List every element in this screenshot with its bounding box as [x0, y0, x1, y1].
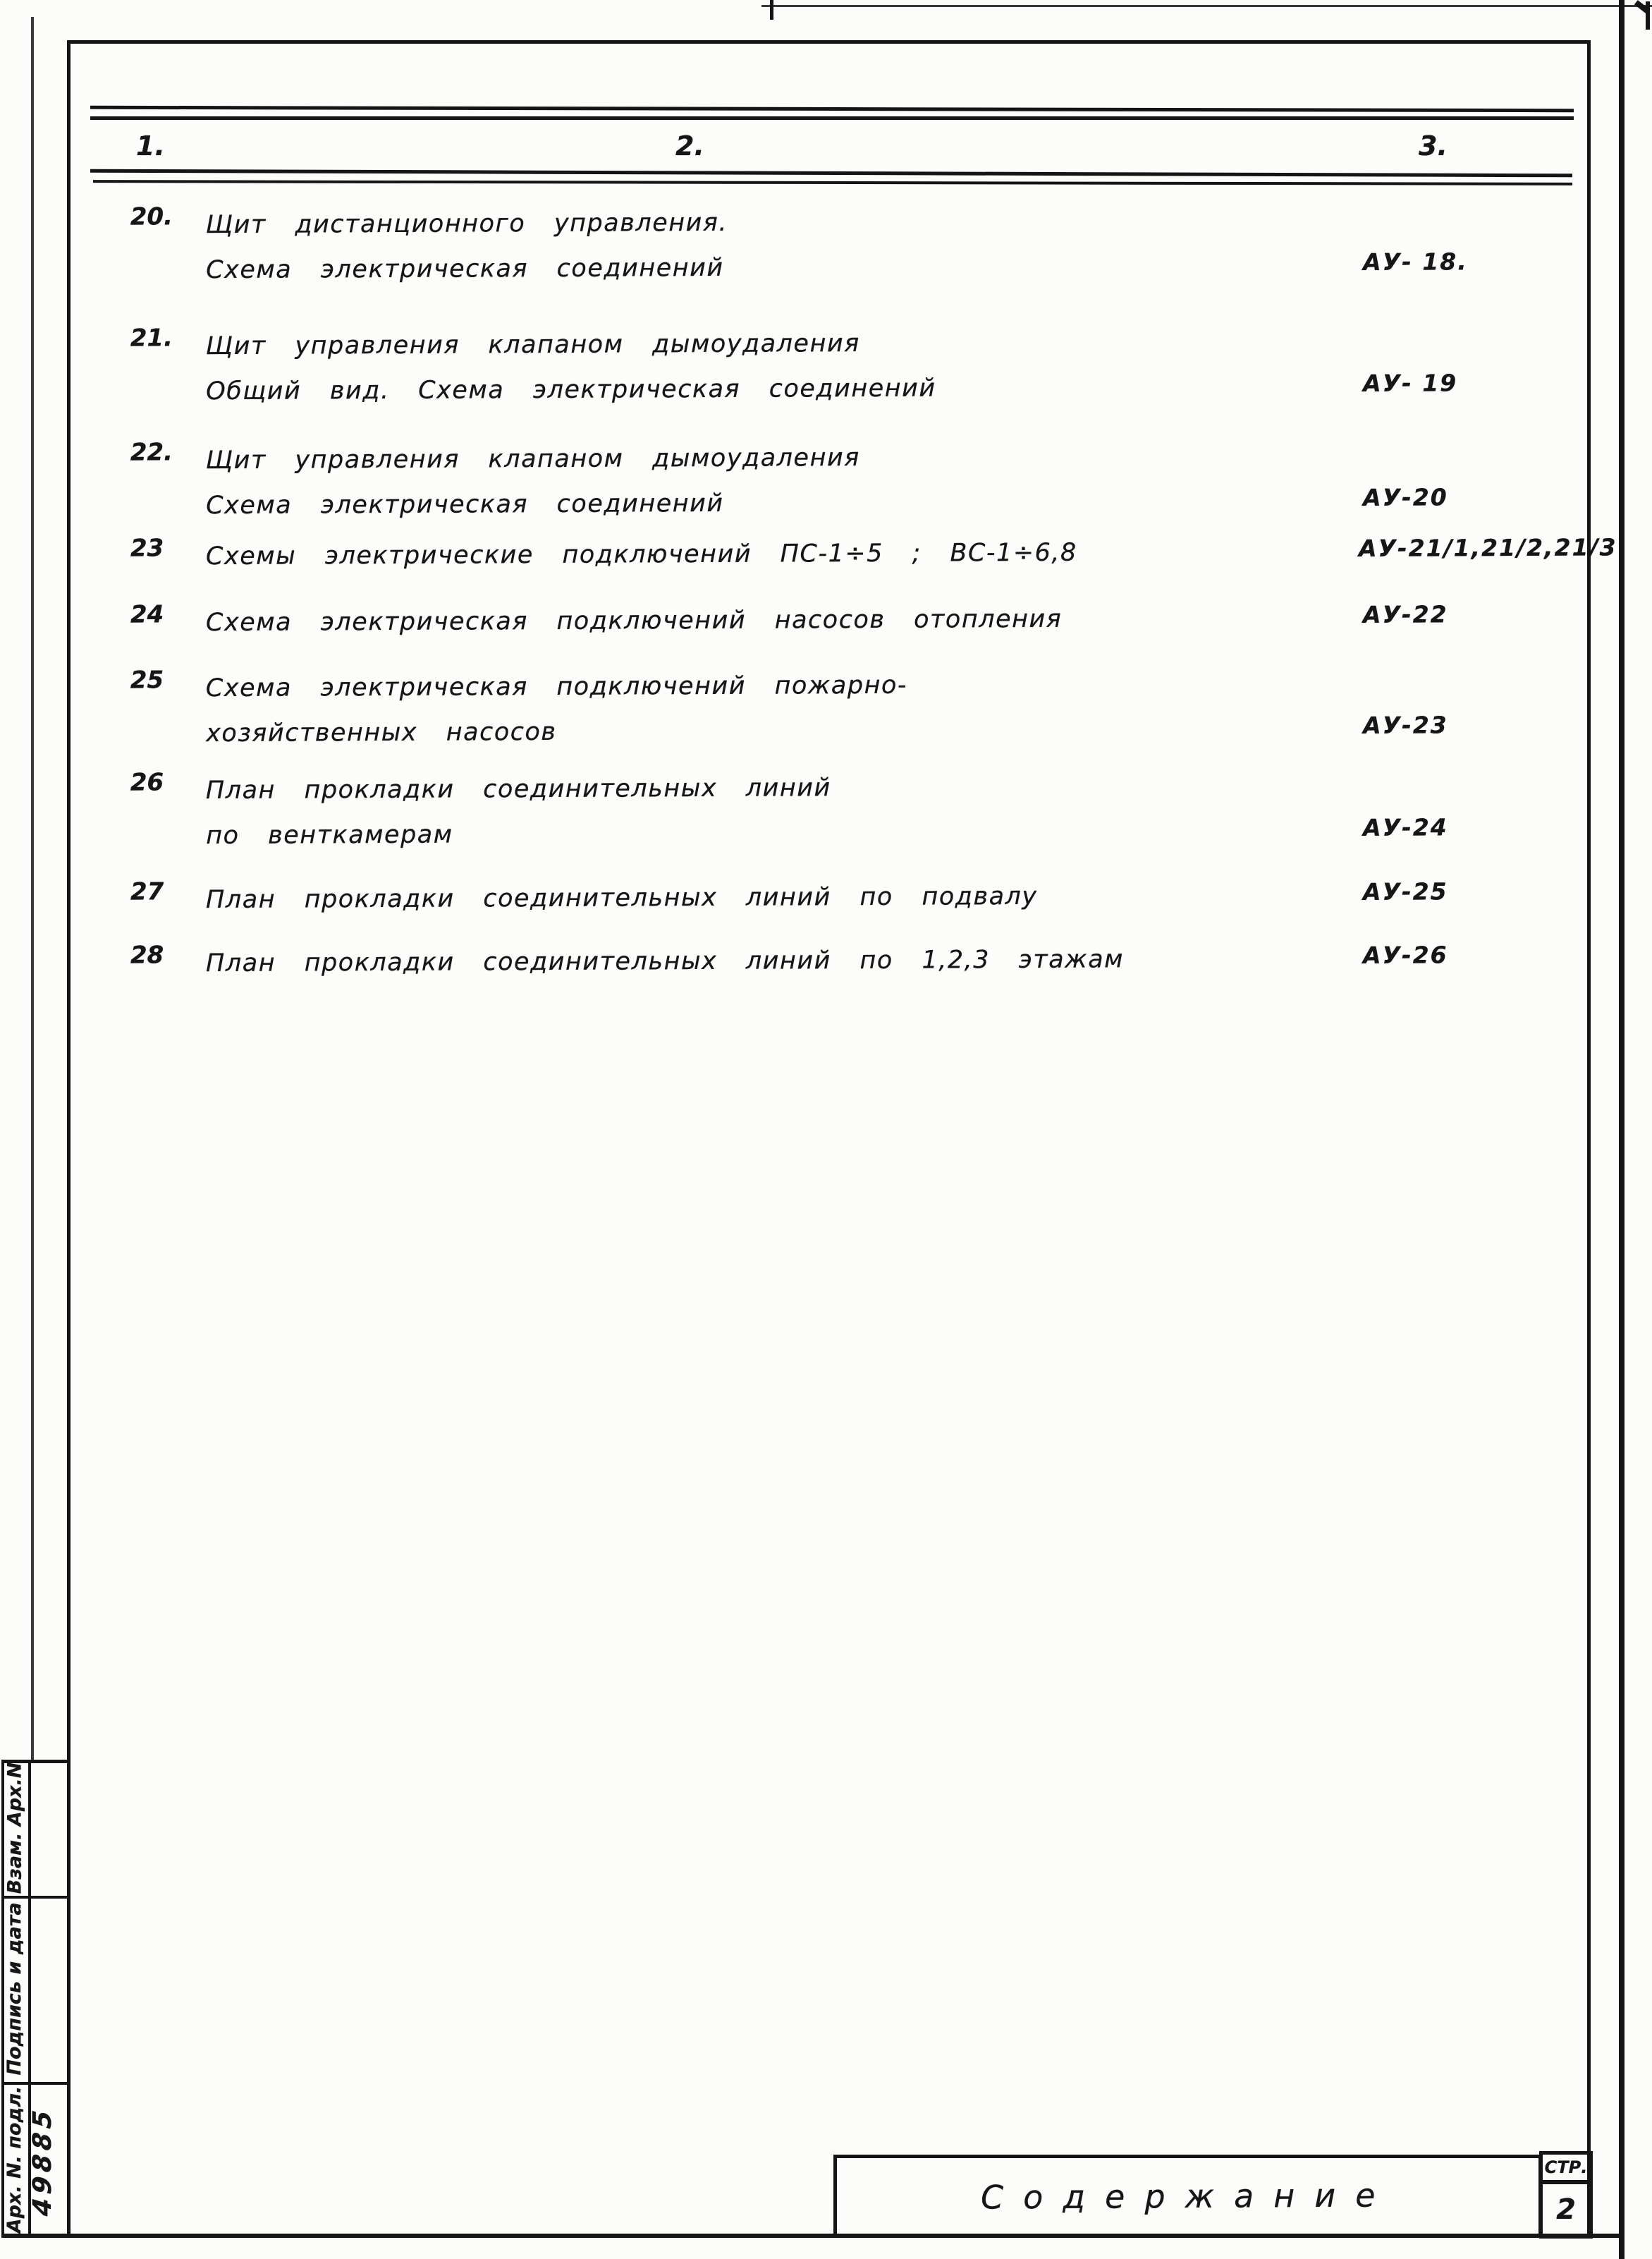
row-title-line: Схема электрическая соединений	[206, 489, 724, 520]
row-title-line: Щит управления клапаном дымоудаления	[205, 329, 860, 361]
row-title-line: Щит управления клапаном дымоудаления	[205, 444, 860, 475]
toc-row	[130, 528, 1617, 579]
sidebar-cell-podpis-data-label: Подпись и дата	[4, 1902, 25, 2076]
row-number: 21.	[130, 324, 173, 353]
toc-row	[130, 317, 1612, 414]
row-title-lines	[206, 659, 1612, 756]
scan-edge-top-line	[761, 5, 1652, 7]
toc-row	[130, 432, 1612, 528]
row-title-line: Схема электрическая подключений насосов отопления	[205, 604, 1063, 638]
header-rule-top-2	[90, 116, 1574, 120]
row-title-line: Щит дистанционного управления.	[205, 208, 728, 240]
table-header-col-2: 2.	[675, 130, 704, 162]
table-header-col-3: 3.	[1419, 130, 1448, 162]
row-title-lines	[206, 196, 1612, 293]
header-rule-bottom-1	[90, 169, 1572, 178]
page-number-label-cell	[1539, 2151, 1593, 2184]
archive-number-handwritten: 49885	[28, 2105, 57, 2218]
header-rule-top-1	[90, 106, 1574, 112]
row-title-line: Схема электрическая соединений	[206, 253, 724, 285]
drawing-code: АУ-23	[1363, 711, 1448, 739]
row-title-line: План прокладки соединительных линий по 1,2,3 этажам	[205, 945, 1125, 978]
row-title-line: План прокладки соединительных линий	[205, 774, 831, 805]
row-number: 20.	[130, 202, 173, 231]
scan-corner-mark-2	[1646, 1, 1650, 30]
sidebar-cell-arh-podl-label: Арх. N. подл.	[4, 2086, 25, 2234]
toc-row	[130, 196, 1612, 293]
row-number: 27	[130, 877, 164, 906]
contents-title-block	[833, 2155, 1542, 2237]
row-title-line: План прокладки соединительных линий по подвалу	[205, 882, 1038, 915]
drawing-code: АУ-24	[1363, 813, 1448, 841]
frame-left-border	[67, 40, 71, 2237]
drawing-code: АУ-25	[1362, 877, 1448, 906]
row-number: 26	[130, 768, 164, 797]
toc-row	[130, 594, 1611, 645]
page-number-value: 2	[1556, 2193, 1576, 2226]
sidebar-cell-vzam-arh-label: Взам. Арх.N	[4, 1762, 26, 1894]
row-number: 28	[130, 941, 164, 970]
row-title-lines	[206, 762, 1612, 858]
row-title-lines	[206, 317, 1612, 414]
toc-row	[130, 762, 1612, 858]
frame-top-border	[68, 40, 1591, 44]
toc-row	[130, 934, 1611, 986]
page-title: Содержание	[980, 2175, 1395, 2217]
row-title-line: хозяйственных насосов	[206, 717, 557, 748]
drawing-code: АУ-21/1,21/2,21/3	[1358, 533, 1617, 562]
row-number: 25	[130, 666, 164, 695]
drawing-code: АУ- 18.	[1363, 248, 1468, 276]
row-number: 24	[130, 600, 164, 629]
drawing-code: АУ-22	[1362, 600, 1448, 628]
row-title-line: Общий вид. Схема электрическая соединений	[206, 374, 936, 406]
drawing-code: АУ-26	[1362, 941, 1448, 969]
page-number-label: СТР.	[1544, 2157, 1588, 2177]
row-title-lines	[206, 432, 1612, 528]
toc-row	[130, 659, 1612, 756]
drawing-code: АУ-20	[1363, 483, 1448, 511]
row-number: 23	[130, 534, 164, 563]
scan-edge-right-line	[1619, 0, 1625, 2259]
page-number-cell	[1539, 2181, 1593, 2239]
row-title-line: Схемы электрические подключений ПС-1÷5 ; ВС-1÷6,8	[205, 538, 1077, 571]
row-number: 22.	[130, 438, 173, 467]
scan-edge-left-line	[31, 17, 34, 1762]
row-title-line: по венткамерам	[206, 820, 453, 851]
header-rule-bottom-2	[93, 180, 1572, 185]
row-title-line: Схема электрическая подключений пожарно-	[205, 671, 908, 703]
scan-edge-tick	[770, 0, 773, 20]
drawing-code: АУ- 19	[1363, 369, 1458, 397]
table-header-col-1: 1.	[136, 130, 165, 162]
toc-row	[130, 871, 1611, 923]
